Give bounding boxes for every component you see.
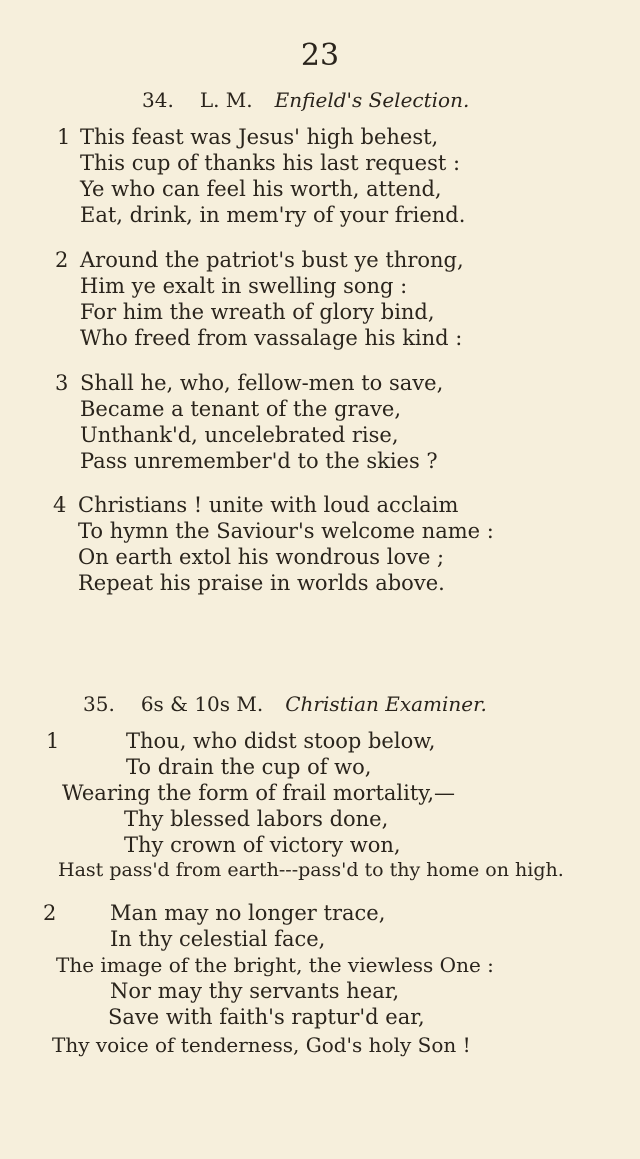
verse-line: To drain the cup of wo, [126,755,372,779]
hymn-35-heading [83,692,487,716]
hymn-number: 34. [142,88,174,112]
verse-line: Man may no longer trace, [110,901,386,925]
verse-line: In thy celestial face, [110,927,326,951]
stanza-number: 2 [55,248,69,272]
verse-line: For him the wreath of glory bind, [80,300,435,324]
verse-line: Repeat his praise in worlds above. [78,571,445,595]
hymn-meter: 6s & 10s M. [140,692,264,716]
verse-line: Thy blessed labors done, [124,807,389,831]
verse-line: Thy voice of tenderness, God's holy Son ! [52,1033,471,1057]
stanza-number: 3 [55,371,69,395]
verse-line: Eat, drink, in mem'ry of your friend. [80,203,466,227]
stanza-number: 1 [57,125,71,149]
verse-line: To hymn the Saviour's welcome name : [78,519,494,543]
verse-line: Unthank'd, uncelebrated rise, [80,423,399,447]
verse-line: Christians ! unite with loud acclaim [78,493,459,517]
hymn-meter: L. M. [199,88,253,112]
hymn-34-heading [142,88,469,112]
verse-line: Shall he, who, fellow-men to save, [80,371,444,395]
hymn-source: Enfield's Selection. [274,88,470,112]
verse-line: This cup of thanks his last request : [80,151,461,175]
verse-line: Pass unremember'd to the skies ? [80,449,438,473]
hymn-number: 35. [83,692,115,716]
verse-line: Became a tenant of the grave, [80,397,402,421]
hymn-source: Christian Examiner. [285,692,487,716]
verse-line: On earth extol his wondrous love ; [78,545,445,569]
stanza-number: 4 [53,493,67,517]
verse-line: Ye who can feel his worth, attend, [80,177,442,201]
verse-line: Hast pass'd from earth---pass'd to thy home on high. [58,859,564,881]
verse-line: Nor may thy servants hear, [110,979,400,1003]
stanza-number: 1 [46,729,60,753]
verse-line: Who freed from vassalage his kind : [80,326,463,350]
verse-line: Wearing the form of frail mortality,— [62,781,456,805]
verse-line: The image of the bright, the viewless One : [56,953,494,977]
verse-line: Around the patriot's bust ye throng, [80,248,464,272]
verse-line: This feast was Jesus' high behest, [80,125,439,149]
verse-line: Thou, who didst stoop below, [126,729,436,753]
verse-line: Thy crown of victory won, [124,833,401,857]
page-number: 23 [300,38,340,73]
verse-line: Him ye exalt in swelling song : [80,274,408,298]
stanza-number: 2 [43,901,57,925]
verse-line: Save with faith's raptur'd ear, [108,1005,425,1029]
